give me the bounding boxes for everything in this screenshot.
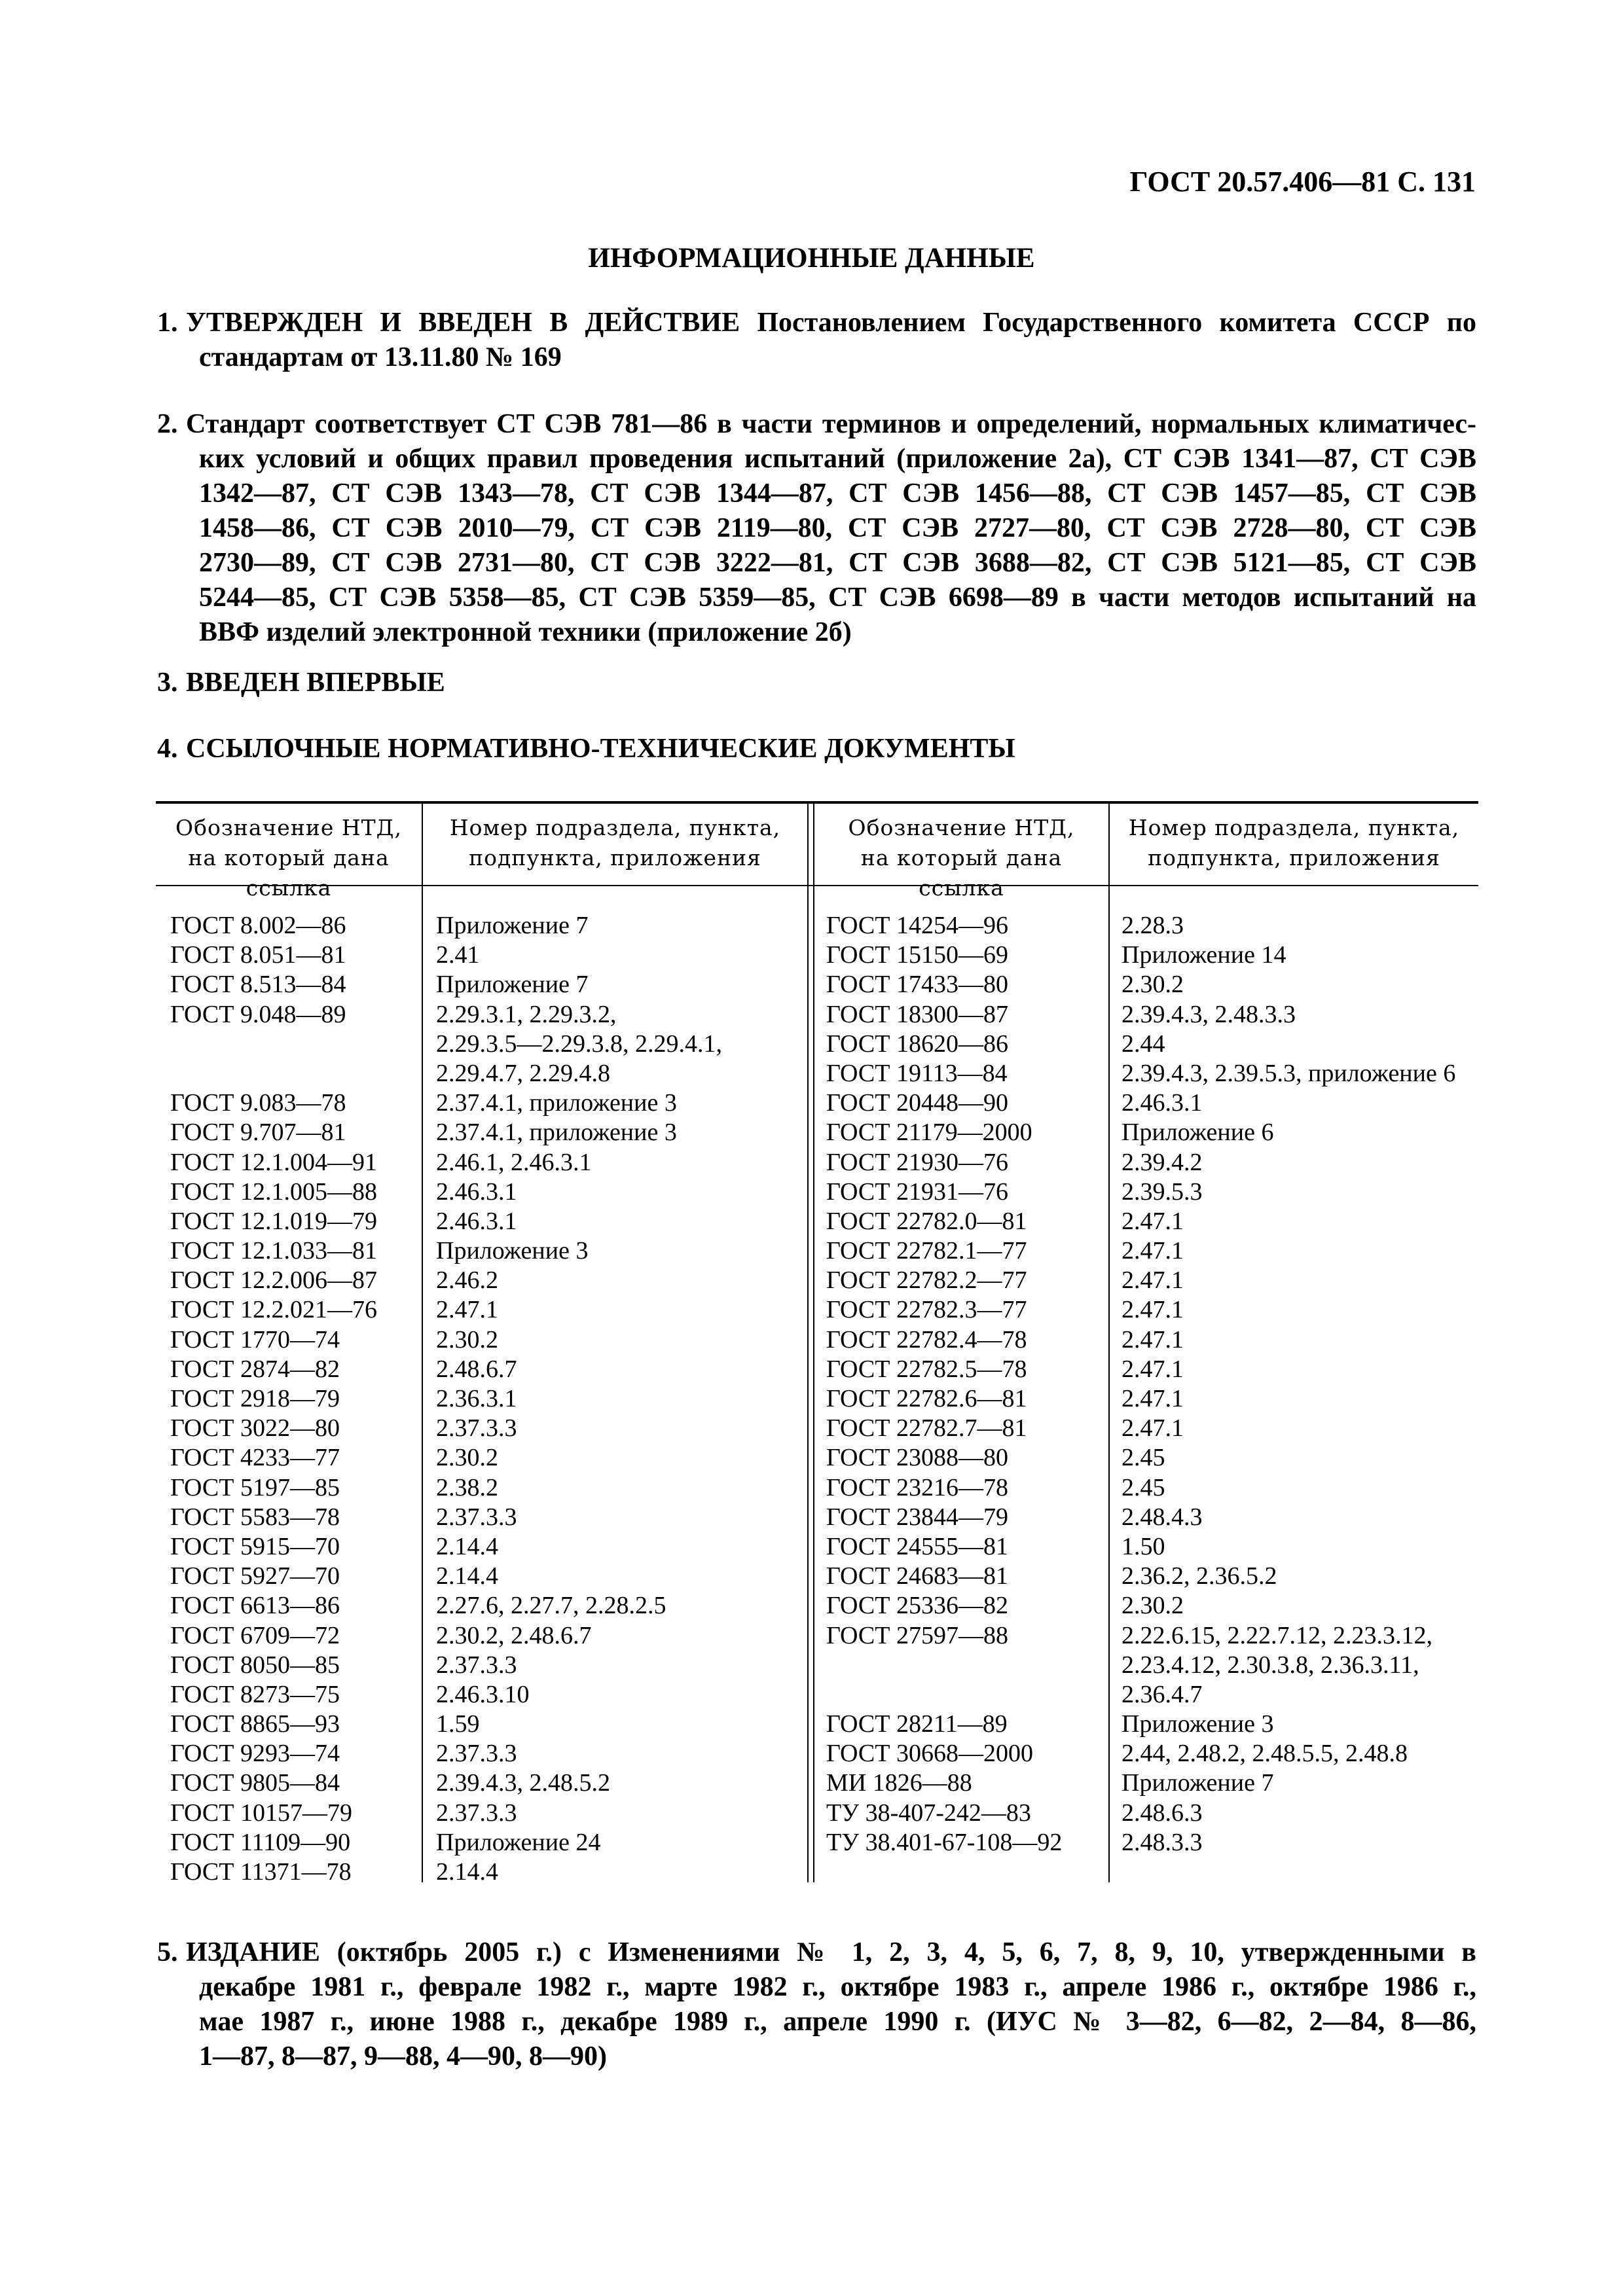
table-cell: МИ 1826—88 bbox=[826, 1769, 972, 1797]
item-3-introduced: 3. ВВЕДЕН ВПЕРВЫЕ bbox=[157, 668, 445, 698]
table-cell: ГОСТ 18620—86 bbox=[826, 1030, 1008, 1058]
table-cell: ГОСТ 22782.2—77 bbox=[826, 1266, 1027, 1295]
table-cell: 2.44, 2.48.2, 2.48.5.5, 2.48.8 bbox=[1122, 1740, 1408, 1768]
table-cell: 2.14.4 bbox=[436, 1858, 498, 1886]
table-cell: 2.46.3.1 bbox=[1122, 1089, 1203, 1117]
table-cell: ГОСТ 17433—80 bbox=[826, 971, 1008, 999]
table-cell: 2.39.4.3, 2.48.3.3 bbox=[1122, 1000, 1296, 1028]
table-cell: 2.30.2 bbox=[436, 1325, 498, 1354]
table-cell: Приложение 7 bbox=[436, 912, 589, 939]
table-cell: ГОСТ 9.707—81 bbox=[170, 1119, 346, 1147]
table-cell: Приложение 7 bbox=[1122, 1769, 1274, 1797]
table-cell: ГОСТ 2918—79 bbox=[170, 1385, 340, 1412]
column-divider bbox=[422, 801, 423, 1882]
table-cell: 2.37.3.3 bbox=[436, 1414, 517, 1443]
table-cell: 2.37.3.3 bbox=[436, 1799, 517, 1827]
table-cell: ГОСТ 23216—78 bbox=[826, 1473, 1008, 1501]
column-divider-double bbox=[813, 801, 814, 1882]
table-cell: ГОСТ 28211—89 bbox=[826, 1710, 1008, 1738]
table-cell: ГОСТ 22782.5—78 bbox=[826, 1355, 1027, 1383]
table-cell: ГОСТ 24555—81 bbox=[826, 1532, 1008, 1560]
table-cell: 2.47.1 bbox=[1122, 1414, 1184, 1443]
table-cell: ГОСТ 24683—81 bbox=[826, 1562, 1008, 1590]
table-cell: ГОСТ 25336—82 bbox=[826, 1592, 1008, 1620]
table-cell: 2.29.4.7, 2.29.4.8 bbox=[436, 1059, 610, 1087]
item-line: мае 1987 г., июне 1988 г., декабре 1989 г., апреле 1990 г. (ИУС № 3—82, 6—82, 2—84, 8—86, bbox=[199, 2007, 1476, 2037]
table-cell: ГОСТ 8050—85 bbox=[170, 1651, 340, 1679]
table-cell: 1.59 bbox=[436, 1710, 480, 1738]
item-1-approval bbox=[157, 306, 1476, 375]
item-4-references-heading: 4. ССЫЛОЧНЫЕ НОРМАТИВНО-ТЕХНИЧЕСКИЕ ДОКУМЕНТЫ bbox=[157, 734, 1015, 764]
table-cell: 2.38.2 bbox=[436, 1473, 498, 1501]
table-cell: 2.22.6.15, 2.22.7.12, 2.23.3.12, bbox=[1122, 1621, 1432, 1649]
table-cell: 2.30.2 bbox=[1122, 971, 1184, 999]
table-cell: ГОСТ 5583—78 bbox=[170, 1503, 340, 1531]
table-cell: Приложение 6 bbox=[1122, 1119, 1274, 1147]
table-cell: 2.47.1 bbox=[1122, 1385, 1184, 1412]
item-line: 5. ИЗДАНИЕ (октябрь 2005 г.) с Изменениями № 1, 2, 3, 4, 5, 6, 7, 8, 9, 10, утвержденными в bbox=[157, 1937, 1476, 1967]
table-cell: ТУ 38-407-242—83 bbox=[826, 1799, 1031, 1827]
table-cell: ТУ 38.401-67-108—92 bbox=[826, 1828, 1063, 1856]
table-cell: Приложение 3 bbox=[436, 1237, 589, 1265]
table-cell: ГОСТ 5197—85 bbox=[170, 1473, 340, 1501]
table-cell: ГОСТ 22782.3—77 bbox=[826, 1296, 1027, 1324]
table-cell: ГОСТ 12.1.033—81 bbox=[170, 1237, 377, 1265]
table-cell: ГОСТ 5915—70 bbox=[170, 1532, 340, 1560]
table-cell: ГОСТ 15150—69 bbox=[826, 941, 1008, 969]
page-header: ГОСТ 20.57.406—81 С. 131 bbox=[1129, 166, 1476, 198]
table-cell: ГОСТ 22782.7—81 bbox=[826, 1414, 1027, 1443]
table-cell: 2.23.4.12, 2.30.3.8, 2.36.3.11, bbox=[1122, 1651, 1419, 1679]
table-cell: 2.37.4.1, приложение 3 bbox=[436, 1119, 677, 1147]
table-cell: 2.46.3.1 bbox=[436, 1177, 517, 1206]
table-cell: Приложение 24 bbox=[436, 1828, 601, 1856]
table-cell: ГОСТ 8.513—84 bbox=[170, 971, 346, 999]
table-cell: 2.48.6.3 bbox=[1122, 1799, 1203, 1827]
table-cell: ГОСТ 22782.4—78 bbox=[826, 1325, 1027, 1354]
table-cell: 2.30.2, 2.48.6.7 bbox=[436, 1621, 592, 1649]
table-cell: ГОСТ 12.2.006—87 bbox=[170, 1266, 377, 1295]
item-line: 1—87, 8—87, 9—88, 4—90, 8—90) bbox=[199, 2041, 607, 2072]
table-cell: 2.46.3.1 bbox=[436, 1207, 517, 1235]
table-cell: 2.27.6, 2.27.7, 2.28.2.5 bbox=[436, 1592, 666, 1620]
table-cell: ГОСТ 8.002—86 bbox=[170, 912, 346, 939]
table-cell: 2.37.3.3 bbox=[436, 1651, 517, 1679]
table-cell: ГОСТ 22782.6—81 bbox=[826, 1385, 1027, 1412]
table-cell: ГОСТ 22782.0—81 bbox=[826, 1207, 1027, 1235]
table-cell: 2.36.4.7 bbox=[1122, 1680, 1203, 1708]
table-cell: 2.14.4 bbox=[436, 1562, 498, 1590]
column-divider bbox=[1108, 801, 1110, 1882]
column-left-designations bbox=[170, 911, 377, 1887]
item-line: ких условий и общих правил проведения испытаний (приложение 2а), СТ СЭВ 1341—87, СТ СЭВ bbox=[199, 444, 1476, 474]
header-number-right: Номер подраздела, пункта, подпункта, приложения bbox=[1128, 815, 1460, 870]
table-cell: ГОСТ 8.051—81 bbox=[170, 941, 346, 969]
column-left-numbers bbox=[436, 911, 722, 1887]
table-cell: ГОСТ 4233—77 bbox=[170, 1444, 340, 1472]
table-cell: 1.50 bbox=[1122, 1532, 1165, 1560]
table-top-rule bbox=[156, 801, 1478, 804]
table-cell: 2.39.4.3, 2.39.5.3, приложение 6 bbox=[1122, 1059, 1456, 1087]
table-cell: 2.47.1 bbox=[1122, 1355, 1184, 1383]
table-cell: ГОСТ 14254—96 bbox=[826, 912, 1008, 939]
table-cell: ГОСТ 21179—2000 bbox=[826, 1119, 1032, 1147]
table-cell: 2.47.1 bbox=[1122, 1207, 1184, 1235]
table-cell: 2.47.1 bbox=[1122, 1325, 1184, 1354]
table-cell: 2.36.2, 2.36.5.2 bbox=[1122, 1562, 1277, 1590]
header-designation-right: Обозначение НТД, на который дана ссылка bbox=[848, 815, 1075, 901]
table-cell: ГОСТ 22782.1—77 bbox=[826, 1237, 1027, 1265]
item-line: 5244—85, СТ СЭВ 5358—85, СТ СЭВ 5359—85, СТ СЭВ 6698—89 в части методов испытаний на bbox=[199, 583, 1476, 613]
table-cell: ГОСТ 8273—75 bbox=[170, 1680, 340, 1708]
table-cell: ГОСТ 19113—84 bbox=[826, 1059, 1008, 1087]
table-cell: ГОСТ 9805—84 bbox=[170, 1769, 340, 1797]
table-cell: 2.37.3.3 bbox=[436, 1503, 517, 1531]
table-cell: ГОСТ 1770—74 bbox=[170, 1325, 340, 1354]
item-line: 2. Стандарт соответствует СТ СЭВ 781—86 в части терминов и определений, нормальных климатичес- bbox=[157, 409, 1476, 439]
table-cell: 2.48.6.7 bbox=[436, 1355, 517, 1383]
table-cell: ГОСТ 23844—79 bbox=[826, 1503, 1008, 1531]
table-cell: ГОСТ 2874—82 bbox=[170, 1355, 340, 1383]
table-cell: Приложение 7 bbox=[436, 971, 589, 999]
table-cell: ГОСТ 10157—79 bbox=[170, 1799, 352, 1827]
table-cell: 2.48.3.3 bbox=[1122, 1828, 1203, 1856]
table-cell bbox=[170, 1059, 377, 1088]
table-cell: ГОСТ 11109—90 bbox=[170, 1828, 351, 1856]
table-cell: ГОСТ 6709—72 bbox=[170, 1621, 340, 1649]
table-cell: ГОСТ 5927—70 bbox=[170, 1562, 340, 1590]
table-cell: 2.47.1 bbox=[1122, 1296, 1184, 1324]
table-cell: 2.37.3.3 bbox=[436, 1740, 517, 1768]
table-cell: ГОСТ 27597—88 bbox=[826, 1621, 1008, 1649]
table-cell: 2.47.1 bbox=[1122, 1266, 1184, 1295]
item-line: 2730—89, СТ СЭВ 2731—80, СТ СЭВ 3222—81, СТ СЭВ 3688—82, СТ СЭВ 5121—85, СТ СЭВ bbox=[199, 548, 1476, 578]
table-cell bbox=[826, 1651, 1062, 1680]
table-cell: ГОСТ 18300—87 bbox=[826, 1000, 1008, 1028]
table-cell: ГОСТ 12.1.019—79 bbox=[170, 1207, 377, 1235]
header-number-left: Номер подраздела, пункта, подпункта, приложения bbox=[449, 815, 781, 870]
table-cell: 2.41 bbox=[436, 941, 480, 969]
table-cell: 2.46.3.10 bbox=[436, 1680, 530, 1708]
table-cell: 2.28.3 bbox=[1122, 912, 1184, 939]
references-table bbox=[156, 801, 1478, 1886]
table-cell: Приложение 3 bbox=[1122, 1710, 1274, 1738]
table-cell: 2.30.2 bbox=[436, 1444, 498, 1472]
table-cell: ГОСТ 9.048—89 bbox=[170, 1000, 346, 1028]
item-line: 1458—86, СТ СЭВ 2010—79, СТ СЭВ 2119—80, СТ СЭВ 2727—80, СТ СЭВ 2728—80, СТ СЭВ bbox=[199, 513, 1476, 543]
table-cell: ГОСТ 20448—90 bbox=[826, 1089, 1008, 1117]
table-cell: 2.39.4.2 bbox=[1122, 1148, 1203, 1176]
item-line: 1342—87, СТ СЭВ 1343—78, СТ СЭВ 1344—87, СТ СЭВ 1456—88, СТ СЭВ 1457—85, СТ СЭВ bbox=[199, 478, 1476, 509]
table-cell bbox=[170, 1030, 377, 1059]
column-right-designations bbox=[826, 911, 1062, 1857]
table-cell: ГОСТ 9.083—78 bbox=[170, 1089, 346, 1117]
table-cell: 2.39.4.3, 2.48.5.2 bbox=[436, 1769, 610, 1797]
table-cell: 2.30.2 bbox=[1122, 1592, 1184, 1620]
header-designation-left: Обозначение НТД, на который дана ссылка bbox=[175, 815, 402, 901]
table-cell: 2.45 bbox=[1122, 1473, 1165, 1501]
table-cell bbox=[826, 1680, 1062, 1710]
table-cell: 2.36.3.1 bbox=[436, 1385, 517, 1412]
table-cell: ГОСТ 9293—74 bbox=[170, 1740, 340, 1768]
table-cell: Приложение 14 bbox=[1122, 941, 1286, 969]
table-cell: 2.45 bbox=[1122, 1444, 1165, 1472]
item-line: декабре 1981 г., феврале 1982 г., марте 1982 г., октябре 1983 г., апреле 1986 г., октябре 1986 г., bbox=[199, 1972, 1476, 2002]
table-cell: 2.47.1 bbox=[1122, 1237, 1184, 1265]
item-5-edition bbox=[157, 1935, 1476, 2074]
table-cell: 2.44 bbox=[1122, 1030, 1165, 1058]
table-cell: ГОСТ 6613—86 bbox=[170, 1592, 340, 1620]
table-cell: 2.29.3.5—2.29.3.8, 2.29.4.1, bbox=[436, 1030, 722, 1058]
table-cell: 2.14.4 bbox=[436, 1532, 498, 1560]
item-2-compliance bbox=[157, 407, 1476, 650]
table-cell: 2.29.3.1, 2.29.3.2, bbox=[436, 1000, 617, 1028]
table-cell: ГОСТ 8865—93 bbox=[170, 1710, 340, 1738]
table-cell: 2.39.5.3 bbox=[1122, 1177, 1203, 1206]
table-cell: ГОСТ 23088—80 bbox=[826, 1444, 1008, 1472]
table-cell: ГОСТ 21930—76 bbox=[826, 1148, 1008, 1176]
table-cell: 2.37.4.1, приложение 3 bbox=[436, 1089, 677, 1117]
table-cell: ГОСТ 11371—78 bbox=[170, 1858, 352, 1886]
table-cell: ГОСТ 30668—2000 bbox=[826, 1740, 1033, 1768]
table-cell: ГОСТ 21931—76 bbox=[826, 1177, 1008, 1206]
table-cell: ГОСТ 3022—80 bbox=[170, 1414, 340, 1443]
table-cell: 2.48.4.3 bbox=[1122, 1503, 1203, 1531]
table-cell: ГОСТ 12.1.005—88 bbox=[170, 1177, 377, 1206]
item-line: ВВФ изделий электронной техники (приложение 2б) bbox=[199, 617, 852, 647]
table-cell: 2.47.1 bbox=[436, 1296, 498, 1324]
section-title: ИНФОРМАЦИОННЫЕ ДАННЫЕ bbox=[588, 243, 1035, 274]
column-divider-double bbox=[807, 801, 809, 1882]
table-cell: ГОСТ 12.1.004—91 bbox=[170, 1148, 377, 1176]
column-right-numbers bbox=[1122, 911, 1455, 1857]
table-cell: 2.46.2 bbox=[436, 1266, 498, 1295]
table-cell: 2.46.1, 2.46.3.1 bbox=[436, 1148, 592, 1176]
item-line: стандартам от 13.11.80 № 169 bbox=[199, 342, 562, 372]
table-cell: ГОСТ 12.2.021—76 bbox=[170, 1296, 377, 1324]
item-line: 1. УТВЕРЖДЕН И ВВЕДЕН В ДЕЙСТВИЕ Постановлением Государственного комитета СССР по bbox=[157, 308, 1476, 338]
